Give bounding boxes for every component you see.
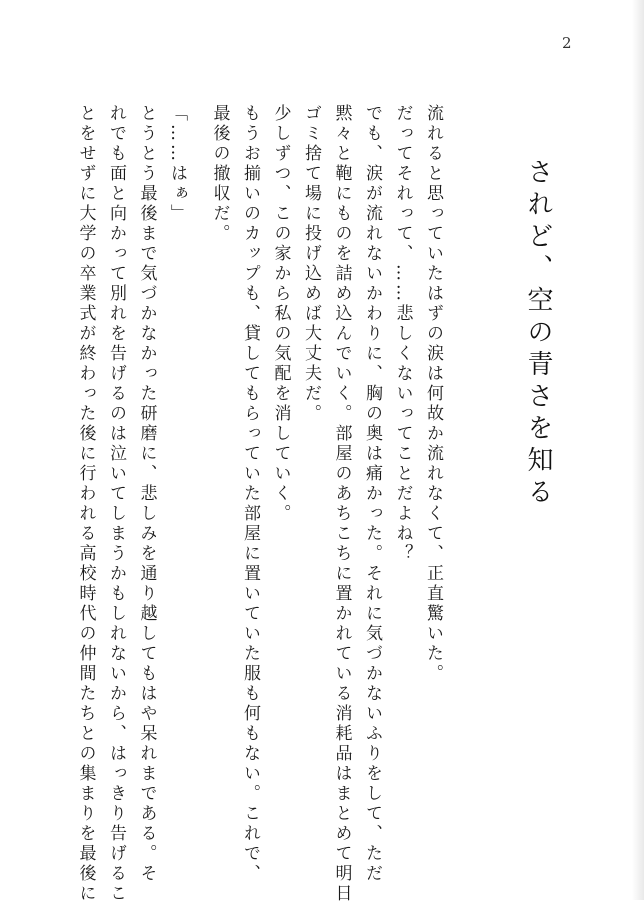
text-line: れでも面と向かって別れを告げるのは泣いてしまうかもしれないから、はっきり告げるこ	[106, 104, 126, 904]
text-line: でも、涙が流れないかわりに、胸の奥は痛かった。それに気づかないふりをして、ただ	[362, 104, 382, 884]
page-number: 2	[562, 34, 572, 52]
chapter-title: されど、空の青さを知る	[523, 158, 553, 510]
text-line: ゴミ捨て場に投げ込めば大丈夫だ。	[301, 104, 321, 424]
text-line: 最後の撤収だ。	[209, 104, 230, 244]
text-line: もうお揃いのカップも、貸してもらっていた部屋に置いていた服も何もない。これで、	[240, 104, 260, 884]
text-line: 「……はぁ」	[167, 104, 187, 224]
text-line: 黙々と鞄にものを詰め込んでいく。部屋のあちこちに置かれている消耗品はまとめて明日	[331, 104, 352, 904]
paragraph-gap	[192, 104, 204, 844]
text-line: とをせずに大学の卒業式が終わった後に行われる高校時代の仲間たちとの集まりを最後に	[75, 104, 96, 904]
text-line: 少しずつ、この家から私の気配を消していく。	[270, 104, 291, 524]
text-line: 流れると思っていたはずの涙は何故か流れなくて、正直驚いた。	[423, 104, 443, 684]
text-line: とうとう最後まで気づかなかった研磨に、悲しみを通り越してもはや呆れまである。そ	[136, 104, 157, 884]
text-line: だってそれって、……悲しくないってことだよね？	[392, 104, 413, 564]
body-text	[75, 104, 448, 904]
page-edge-shadow	[632, 0, 644, 900]
